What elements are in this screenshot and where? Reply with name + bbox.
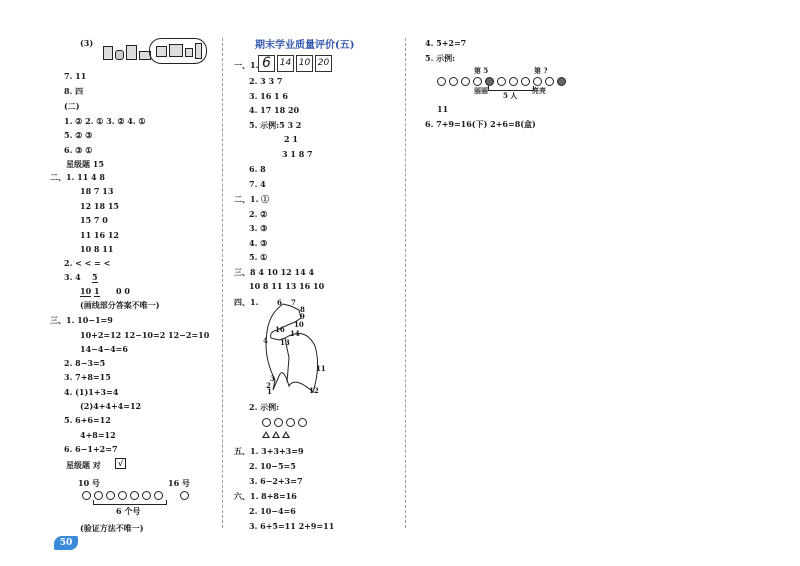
section-3-q2: 2. 8−3=5 bbox=[64, 358, 106, 368]
circled-blocks bbox=[149, 38, 207, 64]
section-3-q1b: 10+2=12 12−10=2 12−2=10 bbox=[80, 330, 210, 340]
label-di-5: 第 5 bbox=[474, 66, 489, 75]
c2-s2-q2: 2. ② bbox=[249, 209, 268, 219]
dot-8: 8 bbox=[300, 305, 305, 314]
section-2-row2: 18 7 13 bbox=[80, 186, 114, 196]
dot-10: 10 bbox=[294, 320, 304, 329]
dot-11: 11 bbox=[316, 364, 326, 373]
circles-shapes bbox=[262, 416, 310, 427]
digit-boxes: 6 14 10 20 bbox=[258, 55, 334, 72]
dot-13: 13 bbox=[280, 338, 290, 347]
c2-s2-q5: 5. ① bbox=[249, 252, 268, 262]
label-10-hao: 10 号 bbox=[78, 478, 100, 488]
circle-row bbox=[82, 489, 192, 500]
section-3-q5b: 4+8=12 bbox=[80, 430, 116, 440]
label-liangliang: 亮亮 bbox=[532, 86, 546, 95]
c3-q6: 6. 7+9=16(下) 2+6=8(盒) bbox=[425, 119, 536, 129]
note-1: (画线部分答案不唯一) bbox=[80, 300, 160, 310]
c2-s1-q3: 3. 16 1 6 bbox=[249, 91, 288, 101]
section-3-q3: 3. 7+8=15 bbox=[64, 372, 111, 382]
c2-s1-q2: 2. 3 3 7 bbox=[249, 76, 283, 86]
c2-section-1-q1: 一、1. bbox=[234, 60, 259, 70]
q3-label: (3) bbox=[80, 38, 94, 48]
section-2-q3d: 10 bbox=[80, 286, 92, 296]
label-16-hao: 16 号 bbox=[168, 478, 190, 488]
c2-s1-q7: 7. 4 bbox=[249, 179, 266, 189]
column-separator-1 bbox=[222, 38, 223, 528]
c2-s5-q1: 五、1. 3+3+3=9 bbox=[234, 446, 304, 456]
dot-16: 16 bbox=[275, 325, 285, 334]
row-5: 5. ② ③ bbox=[64, 130, 93, 140]
star-question-2: 星级题 对 bbox=[66, 460, 101, 470]
page-title: 期末学业质量评价(五) bbox=[255, 40, 355, 51]
section-2-row4: 15 7 0 bbox=[80, 215, 108, 225]
q7: 7. 11 bbox=[64, 71, 87, 81]
section-3-q4a: 4. (1)1+3=4 bbox=[64, 387, 119, 397]
q8: 8. 四 bbox=[64, 86, 84, 96]
dot-1: 1 bbox=[267, 387, 272, 396]
section-2-q3e: 1 bbox=[94, 286, 100, 296]
note-2: (验证方法不唯一) bbox=[80, 523, 144, 533]
dot-2: 2 bbox=[266, 381, 271, 390]
c2-s1-q5: 5. 示例:5 3 2 bbox=[249, 120, 302, 130]
triangle-shapes bbox=[262, 430, 292, 440]
dot-3: 3 bbox=[270, 374, 275, 383]
c2-s1-q4: 4. 17 18 20 bbox=[249, 105, 300, 115]
section-3-q5a: 5. 6+6=12 bbox=[64, 415, 111, 425]
answer-11: 11 bbox=[437, 104, 449, 114]
c2-s4-q2: 2. 示例: bbox=[249, 402, 280, 412]
section-3-q4b: (2)4+4+4=12 bbox=[80, 401, 142, 411]
c2-s3-row1: 三、8 4 10 12 14 4 bbox=[234, 267, 315, 277]
c3-q5: 5. 示例: bbox=[425, 53, 456, 63]
dot-7: 7 bbox=[291, 298, 296, 307]
label-lili: 丽丽 bbox=[474, 86, 488, 95]
c2-s6-q3: 3. 6+5=11 2+9=11 bbox=[249, 521, 335, 531]
section-2-row5: 11 16 12 bbox=[80, 230, 119, 240]
section-3-q6: 6. 6−1+2=7 bbox=[64, 444, 118, 454]
page-number-badge: 50 bbox=[54, 536, 78, 550]
section-2-q2: 2. < < = < bbox=[64, 258, 111, 268]
c2-s4-q1: 四、1. bbox=[234, 297, 259, 307]
c2-s1-q6: 6. 8 bbox=[249, 164, 266, 174]
label-5-ren: 5 人 bbox=[503, 91, 518, 100]
brace-6 bbox=[93, 500, 167, 505]
dot-12: 12 bbox=[309, 386, 319, 395]
c2-s5-q3: 3. 6−2+3=7 bbox=[249, 476, 303, 486]
part-2: (二) bbox=[64, 101, 80, 111]
c2-s2-q1: 二、1. ① bbox=[234, 194, 270, 204]
dot-6: 6 bbox=[277, 298, 282, 307]
star-question-1: 星级题 15 bbox=[66, 159, 104, 169]
section-2-q3b: 5 bbox=[92, 272, 98, 282]
c2-s1-q5b: 2 1 bbox=[284, 134, 298, 144]
check-box: √ bbox=[115, 458, 126, 469]
section-3-q1c: 14−4−4=6 bbox=[80, 344, 128, 354]
c2-s2-q4: 4. ③ bbox=[249, 238, 268, 248]
queue-circles bbox=[437, 75, 569, 86]
column-separator-2 bbox=[405, 38, 406, 528]
dot-4: 4 bbox=[263, 336, 268, 345]
label-di-q: 第 ? bbox=[534, 66, 548, 75]
section-2-row6: 10 8 11 bbox=[80, 244, 114, 254]
dot-14: 14 bbox=[290, 329, 300, 338]
row-6: 6. ③ ① bbox=[64, 145, 93, 155]
c2-s3-row2: 10 8 11 13 16 10 bbox=[249, 281, 325, 291]
c2-s6-q1: 六、1. 8+8=16 bbox=[234, 491, 297, 501]
section-2-q3f: 0 0 bbox=[116, 286, 130, 296]
label-6-ge: 6 个号 bbox=[116, 506, 141, 516]
c3-q4: 4. 5+2=7 bbox=[425, 38, 467, 48]
row-1: 1. ② 2. ① 3. ② 4. ① bbox=[64, 116, 146, 126]
dot-9: 9 bbox=[300, 312, 305, 321]
section-2-row3: 12 18 15 bbox=[80, 201, 119, 211]
c2-s2-q3: 3. ③ bbox=[249, 223, 268, 233]
section-2-q1: 二、1. 11 4 8 bbox=[50, 172, 105, 182]
section-3-q1: 三、1. 10−1=9 bbox=[50, 315, 113, 325]
c2-s6-q2: 2. 10−4=6 bbox=[249, 506, 296, 516]
section-2-q3a: 3. 4 bbox=[64, 272, 81, 282]
c2-s5-q2: 2. 10−5=5 bbox=[249, 461, 296, 471]
c2-s1-q5c: 3 1 8 7 bbox=[282, 149, 313, 159]
